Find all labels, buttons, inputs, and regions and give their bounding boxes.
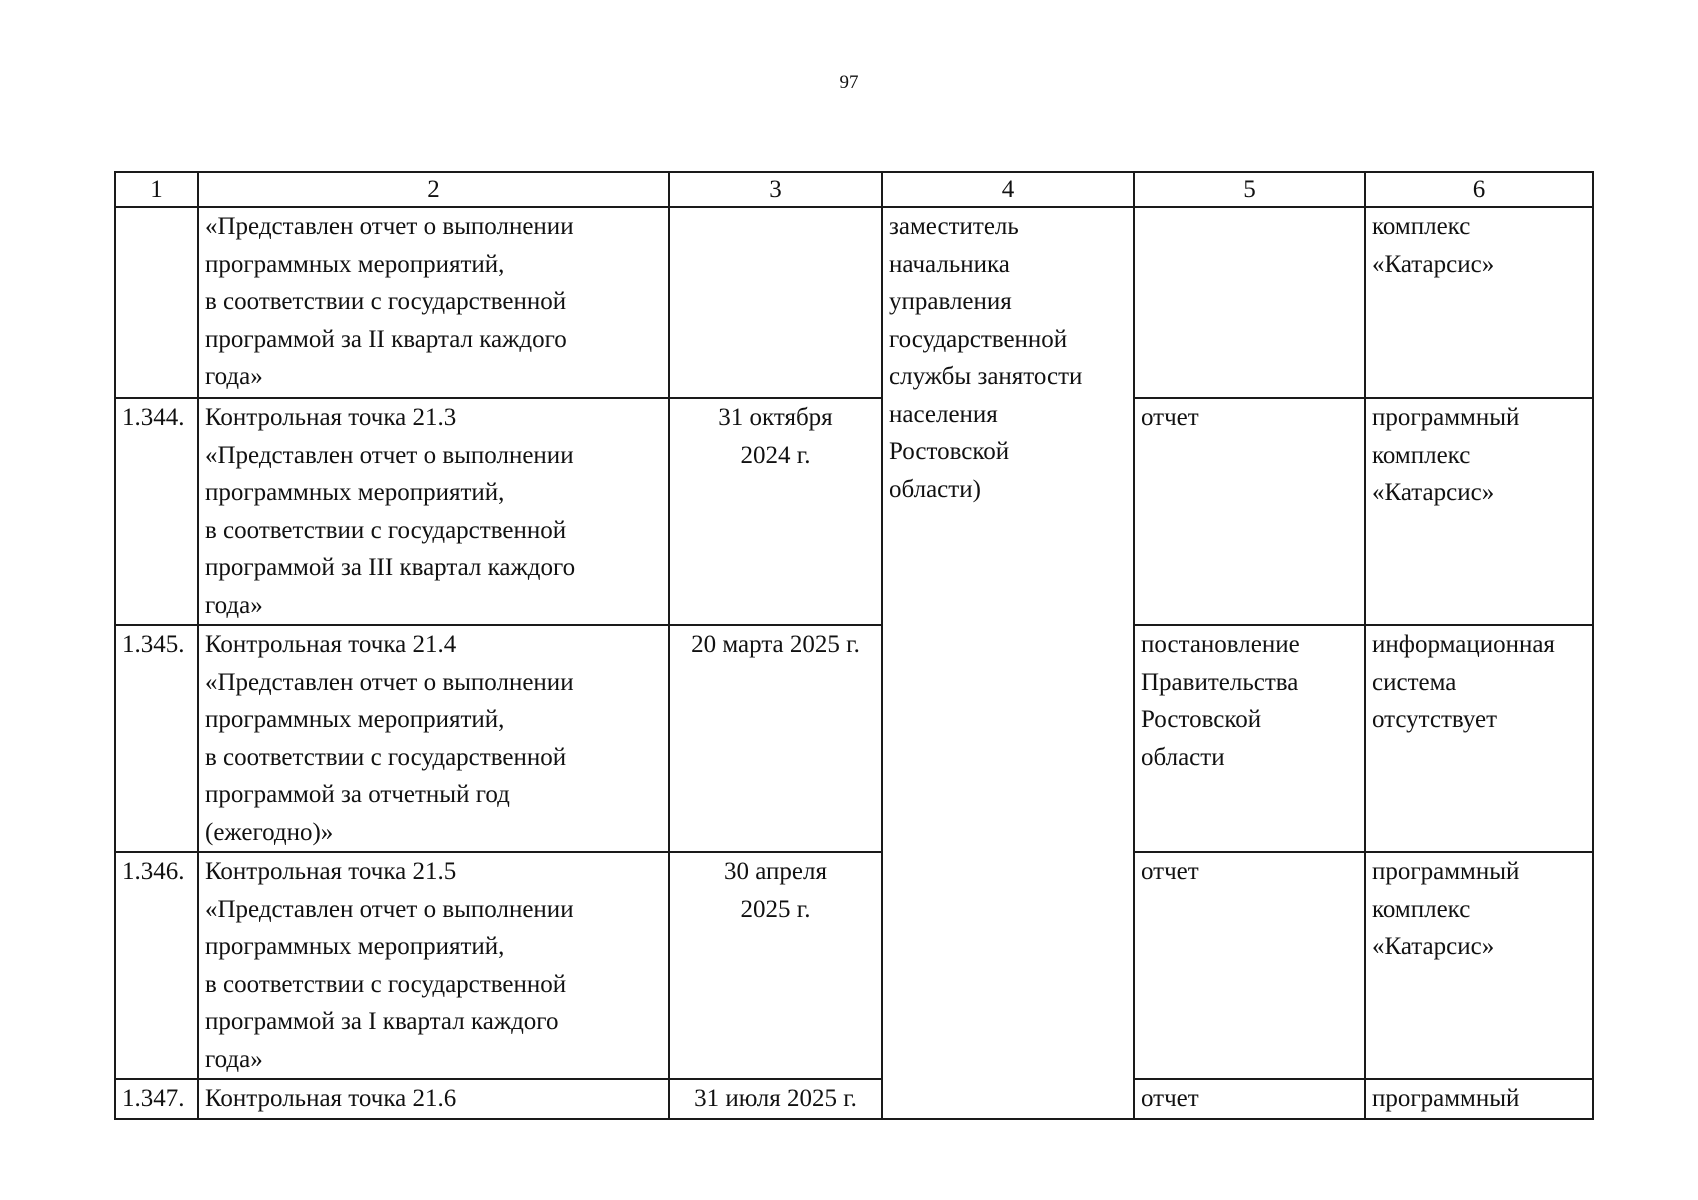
- row-number-cell: [115, 207, 198, 398]
- table-row: [115, 1079, 1593, 1119]
- table-row: [115, 398, 1593, 625]
- row-number-cell: 1.345.: [115, 625, 198, 852]
- column-header: 4: [882, 172, 1134, 207]
- system-cell: программный комплекс «Катарсис»: [1365, 852, 1593, 1079]
- event-cell: «Представлен отчет о выполнении программных мероприятий, в соответствии с государственной программой за II квартал каждого года»: [198, 207, 669, 398]
- system-cell: информационная система отсутствует: [1365, 625, 1593, 852]
- column-header: 5: [1134, 172, 1365, 207]
- table-row: [115, 625, 1593, 852]
- page-number: 97: [839, 72, 859, 93]
- date-cell: 30 апреля 2025 г.: [669, 852, 882, 1079]
- table-header-row: [115, 172, 1593, 207]
- document-cell: отчет: [1134, 1079, 1365, 1119]
- event-cell: Контрольная точка 21.6: [198, 1079, 669, 1119]
- table-row: [115, 207, 1593, 398]
- event-cell: Контрольная точка 21.5 «Представлен отчет о выполнении программных мероприятий, в соответствии с государственной программой за I квартал каждого года»: [198, 852, 669, 1079]
- column-header: 3: [669, 172, 882, 207]
- column-header: 6: [1365, 172, 1593, 207]
- document-cell: отчет: [1134, 398, 1365, 625]
- date-cell: 31 июля 2025 г.: [669, 1079, 882, 1119]
- control-points-table: [114, 171, 1594, 1120]
- system-cell: программный комплекс «Катарсис»: [1365, 398, 1593, 625]
- row-number-cell: 1.344.: [115, 398, 198, 625]
- date-cell: 31 октября 2024 г.: [669, 398, 882, 625]
- row-number-cell: 1.347.: [115, 1079, 198, 1119]
- document-cell: отчет: [1134, 852, 1365, 1079]
- responsible-cell: заместитель начальника управления государственной службы занятости населения Ростовской области): [882, 207, 1134, 1119]
- system-cell: программный: [1365, 1079, 1593, 1119]
- column-header: 2: [198, 172, 669, 207]
- event-cell: Контрольная точка 21.3 «Представлен отчет о выполнении программных мероприятий, в соответствии с государственной программой за III квартал каждого года»: [198, 398, 669, 625]
- document-cell: постановление Правительства Ростовской области: [1134, 625, 1365, 852]
- event-cell: Контрольная точка 21.4 «Представлен отчет о выполнении программных мероприятий, в соответствии с государственной программой за отчетный год (ежегодно)»: [198, 625, 669, 852]
- system-cell: комплекс «Катарсис»: [1365, 207, 1593, 398]
- row-number-cell: 1.346.: [115, 852, 198, 1079]
- document-cell: [1134, 207, 1365, 398]
- date-cell: 20 марта 2025 г.: [669, 625, 882, 852]
- date-cell: [669, 207, 882, 398]
- column-header: 1: [115, 172, 198, 207]
- table-row: [115, 852, 1593, 1079]
